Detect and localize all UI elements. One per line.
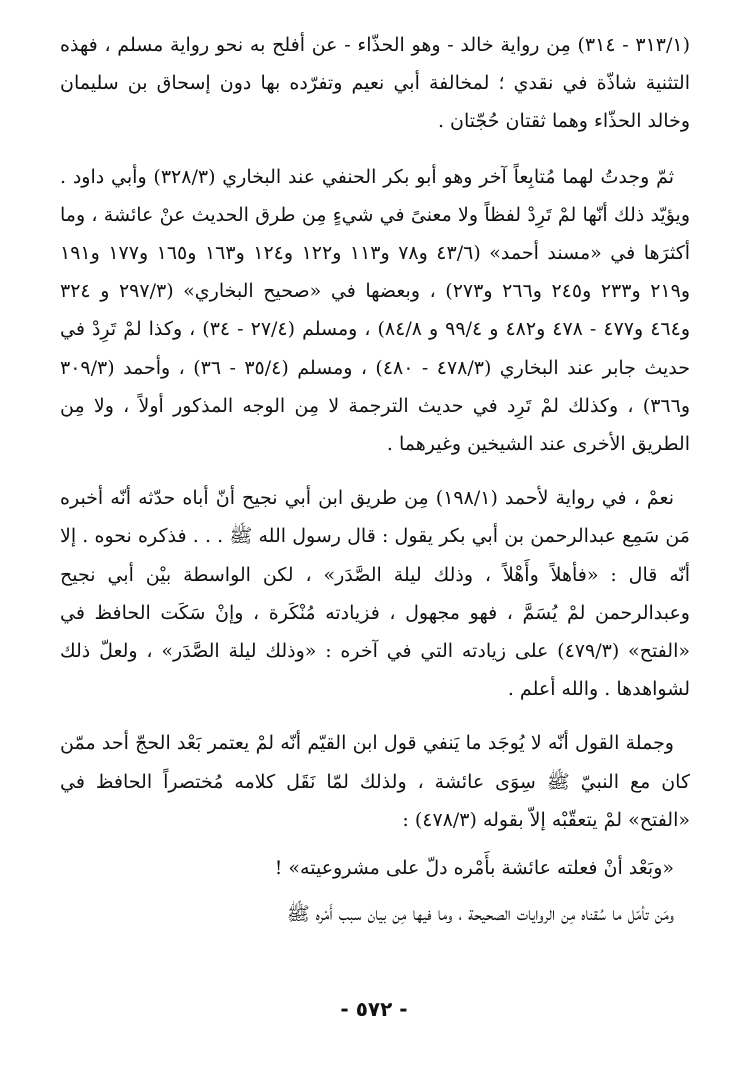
paragraph-4: وجملة القول أنّه لا يُوجَد ما يَنفي قول ابن القيّم أنّه لمْ يعتمر بَعْد الحجّ أحد ممّن كان مع النبيّ ﷺ سِوَى عائشة ، ولذلك لمّا نَقَل كلامه مُختصراً الحافظ في «الفتح» لمْ يتعقّبْه إلاّ بقوله (٤٧٨/٣) : (60, 732, 690, 831)
quote-line: «وبَعْد أنْ فعلته عائشة بأَمْره دلّ على مشروعيته» ! (274, 857, 674, 880)
paragraph-3: نعمْ ، في رواية لأحمد (١٩٨/١) مِن طريق ابن أبي نجيح أنّ أباه حدّثه أنّه أخبره مَن سَمِع عبدالرحمن بن أبي بكر يقول : قال رسول الله ﷺ . . . فذكره نحوه . إلا أنّه قال : «فأهلاً وأَهْلاً ، وذلك ليلة الصَّدَر» ، لكن الواسطة بيْن أبي نجيح وعبدالرحمن لمْ يُسَمَّ ، فهو مجهول ، فزيادته مُنْكَرة ، وإنْ سَكَت الحافظ في «الفتح» (٤٧٩/٣) على زيادته التي في آخره : «وذلك ليلة الصَّدَر» ، ولعلّ ذلك لشواهدها . والله أعلم . (60, 487, 690, 701)
page-number: - ٥٧٢ - (340, 997, 408, 1021)
paragraph-1: (٣١٣/١ - ٣١٤) مِن رواية خالد - وهو الحذّاء - عن أفلح به نحو رواية مسلم ، فهذه التثنية شاذّة في نقدي ؛ لمخالفة أبي نعيم وتفرّده بها دون إسحاق بن سليمان وخالد الحذّاء وهما ثقتان حُجّتان . (60, 34, 691, 133)
paragraph-2: ثمّ وجدتُ لهما مُتابِعاً آخر وهو أبو بكر الحنفي عند البخاري (٣٢٨/٣) وأبي داود . ويؤيّد ذلك أنّها لمْ تَرِدْ لفظاً ولا معنىً في شيءٍ مِن طرق الحديث عنْ عائشة ، وما أكثرَها في «مسند أحمد» (٤٣/٦ و٧٨ و١١٣ و١٢٢ و١٢٤ و١٦٣ و١٦٥ و١٧٧ و١٩١ و٢١٩ و٢٣٣ و٢٤٥ و٢٦٦ و٢٧٣) ، وبعضها في «صحيح البخاري» (٢٩٧/٣ و ٣٢٤ و٤٦٤ و٤٧٧ - ٤٧٨ و٤٨٢ و ٩٩/٤ و ٨٤/٨) ، ومسلم (٢٧/٤ - ٣٤) ، وكذا لمْ تَرِدْ في حديث جابر عند البخاري (٤٧٨/٣ - ٤٨٠) ، ومسلم (٣٥/٤ - ٣٦) ، وأحمد (٣٠٩/٣ و٣٦٦) ، وكذلك لمْ تَرِد في حديث الترجمة لا مِن الوجه المذكور أولاً ، ولا مِن الطريق الأخرى عند الشيخين وغيرهما . (60, 165, 691, 456)
paragraph-6: ومَن تأمّل ما سُقناه مِن الروايات الصحيحة ، وما فيها مِن بيان سبب أَمْره ﷺ (286, 903, 674, 926)
page-body (60, 26, 690, 933)
